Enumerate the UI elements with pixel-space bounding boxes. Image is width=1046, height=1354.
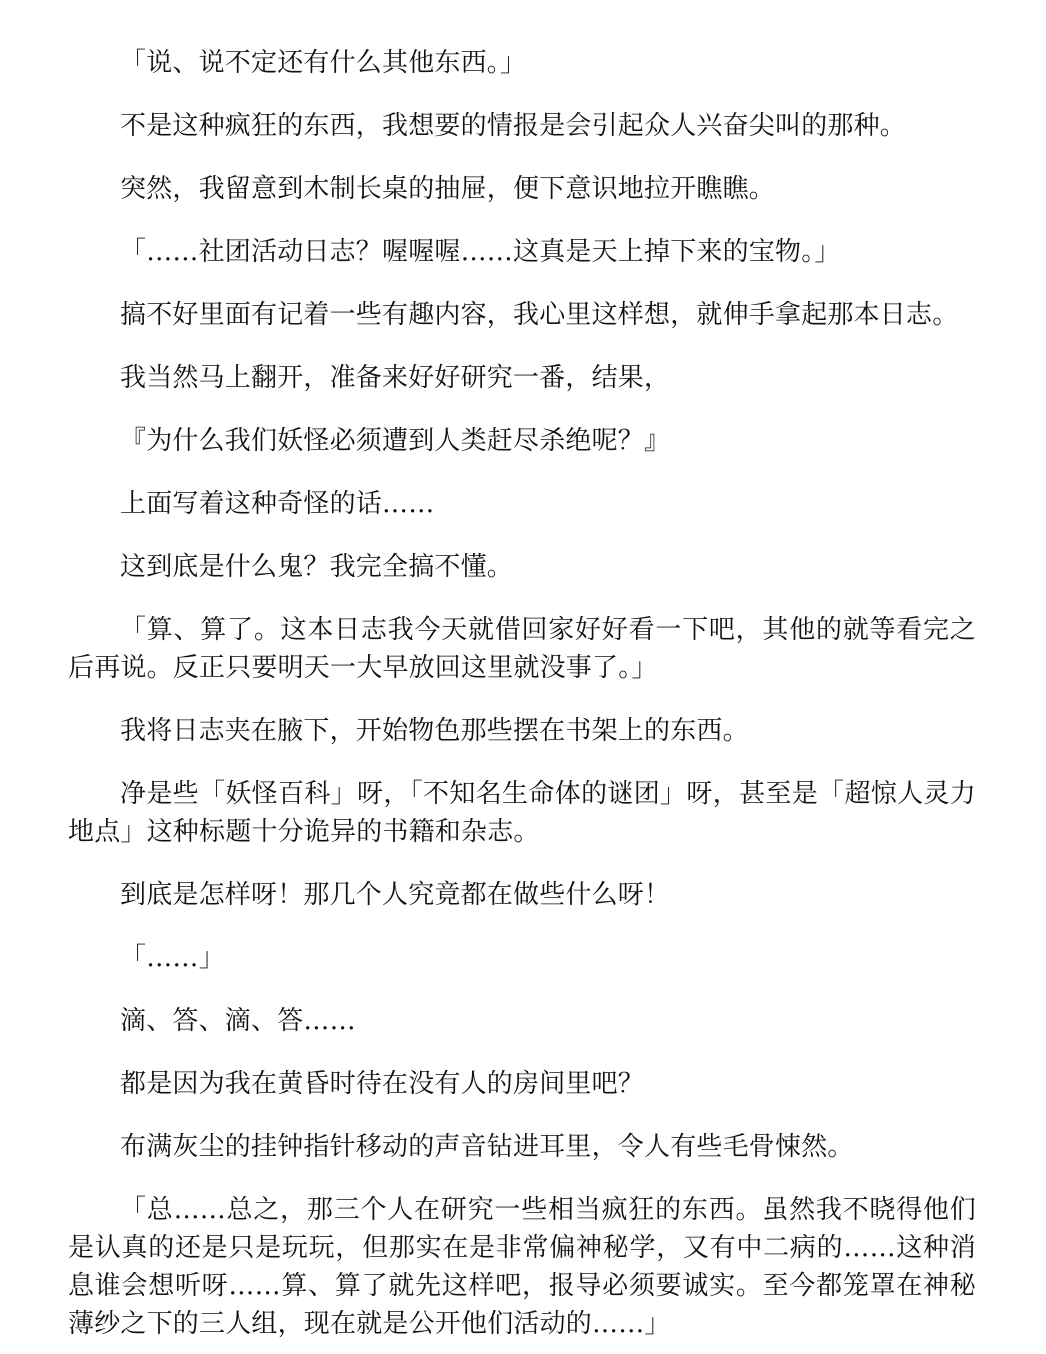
paragraph: 布满灰尘的挂钟指针移动的声音钻进耳里，令人有些毛骨悚然。 (120, 1132, 854, 1162)
paragraph: 到底是怎样呀！那几个人究竟都在做些什么呀！ (120, 880, 671, 910)
paragraph: 滴、答、滴、答…… (120, 1006, 356, 1036)
paragraph: 我当然马上翻开，准备来好好研究一番，结果， (120, 363, 671, 393)
paragraph: 「……社团活动日志？喔喔喔……这真是天上掉下来的宝物。」 (120, 237, 841, 267)
paragraph: 「说、说不定还有什么其他东西。」 (120, 48, 527, 78)
paragraph: 「算、算了。这本日志我今天就借回家好好看一下吧，其他的就等看完之后再说。反正只要明天一大早放回这里就没事了。」 (68, 615, 976, 683)
paragraph: 上面写着这种奇怪的话…… (120, 489, 435, 519)
paragraph: 突然，我留意到木制长桌的抽屉，便下意识地拉开瞧瞧。 (120, 174, 776, 204)
paragraph: 『为什么我们妖怪必须遭到人类赶尽杀绝呢？』 (120, 426, 671, 456)
paragraph: 我将日志夹在腋下，开始物色那些摆在书架上的东西。 (120, 716, 749, 746)
paragraph: 搞不好里面有记着一些有趣内容，我心里这样想，就伸手拿起那本日志。 (120, 300, 959, 330)
paragraph: 这到底是什么鬼？我完全搞不懂。 (120, 552, 514, 582)
paragraph: 净是些「妖怪百科」呀，「不知名生命体的谜团」呀，甚至是「超惊人灵力地点」这种标题十分诡异的书籍和杂志。 (68, 779, 976, 847)
paragraph: 「总……总之，那三个人在研究一些相当疯狂的东西。虽然我不晓得他们是认真的还是只是玩玩，但那实在是非常偏神秘学，又有中二病的……这种消息谁会想听呀……算、算了就先这样吧，报导必须要诚实。至今都笼罩在神秘薄纱之下的三人组，现在就是公开他们活动的……」 (68, 1195, 976, 1339)
paragraph: 「……」 (120, 943, 225, 973)
paragraph: 都是因为我在黄昏时待在没有人的房间里吧？ (120, 1069, 645, 1099)
paragraph: 不是这种疯狂的东西，我想要的情报是会引起众人兴奋尖叫的那种。 (120, 111, 907, 141)
